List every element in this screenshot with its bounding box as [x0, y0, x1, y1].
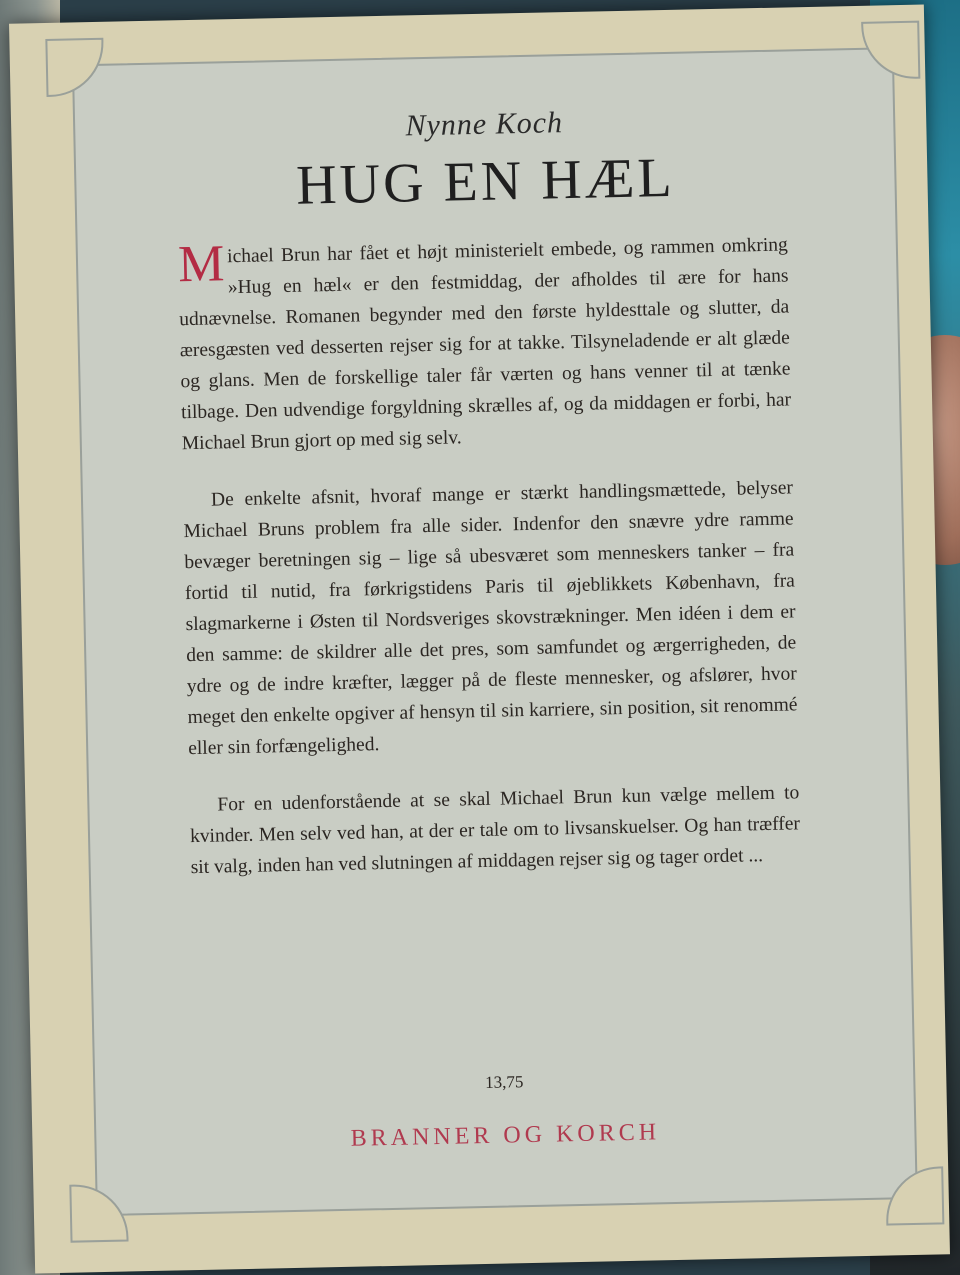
drop-cap: M	[177, 235, 225, 294]
publisher-name: BRANNER OG KORCH	[350, 1119, 661, 1152]
book-title: HUG EN HÆL	[295, 146, 676, 217]
corner-ornament	[861, 21, 920, 80]
corner-ornament	[69, 1183, 128, 1242]
blurb-paragraph-2: De enkelte afsnit, hvoraf mange er stærkt handlingsmættede, belyser Michael Bruns problem fra alle sider. Indenfor den snævre ydre ramme bevæger beretningen sig – lige så ubesværet som menneskers tanker – fra fortid til nutid, fra førkrigstidens Paris til øjeblikkets København, fra slagmarkerne i Østen til Nordsveriges skovstrækninger. Men idéen i dem er den samme: de skildrer alle det pres, som samfundet og ærgerrigheden, de ydre og de indre kræfter, lægger på de fleste mennesker, og afslører, hvor meget den enkelte opgiver af hensyn til sin karriere, sin position, sit renommé eller sin forfængelighed.	[183, 477, 798, 760]
author-name: Nynne Koch	[405, 106, 564, 143]
book-back-cover	[9, 5, 950, 1274]
corner-ornament	[45, 38, 104, 97]
blurb-paragraph-3: For en udenforstående at se skal Michael Brun kun vælge mellem to kvinder. Men selv ved han, at der er tale om to livsanskuelser. Og han træffer sit valg, inden han ved slutningen af middagen rejser sig og tager ordet ...	[189, 782, 801, 879]
blurb-paragraph-1	[178, 229, 792, 459]
paragraph-text: ichael Brun har fået et højt ministerielt embede, og rammen omkring »Hug en hæl« er den festmiddag, der afholdes til ære for hans udnævnelse. Romanen begynder med den første hyldesttale og slutter, da æresgæsten ved desserten rejser sig for at takke. Tilsyneladende er alt glæde og glans. Men de forskellige taler får værten og hans venner til at tænke tilbage. Den udvendige forgyldning skrælles af, og da middagen er forbi, har Michael Brun gjort op med sig selv.	[179, 234, 792, 455]
text-panel	[72, 47, 918, 1216]
corner-ornament	[885, 1166, 944, 1225]
blurb	[178, 229, 802, 909]
price: 13,75	[484, 1072, 524, 1092]
